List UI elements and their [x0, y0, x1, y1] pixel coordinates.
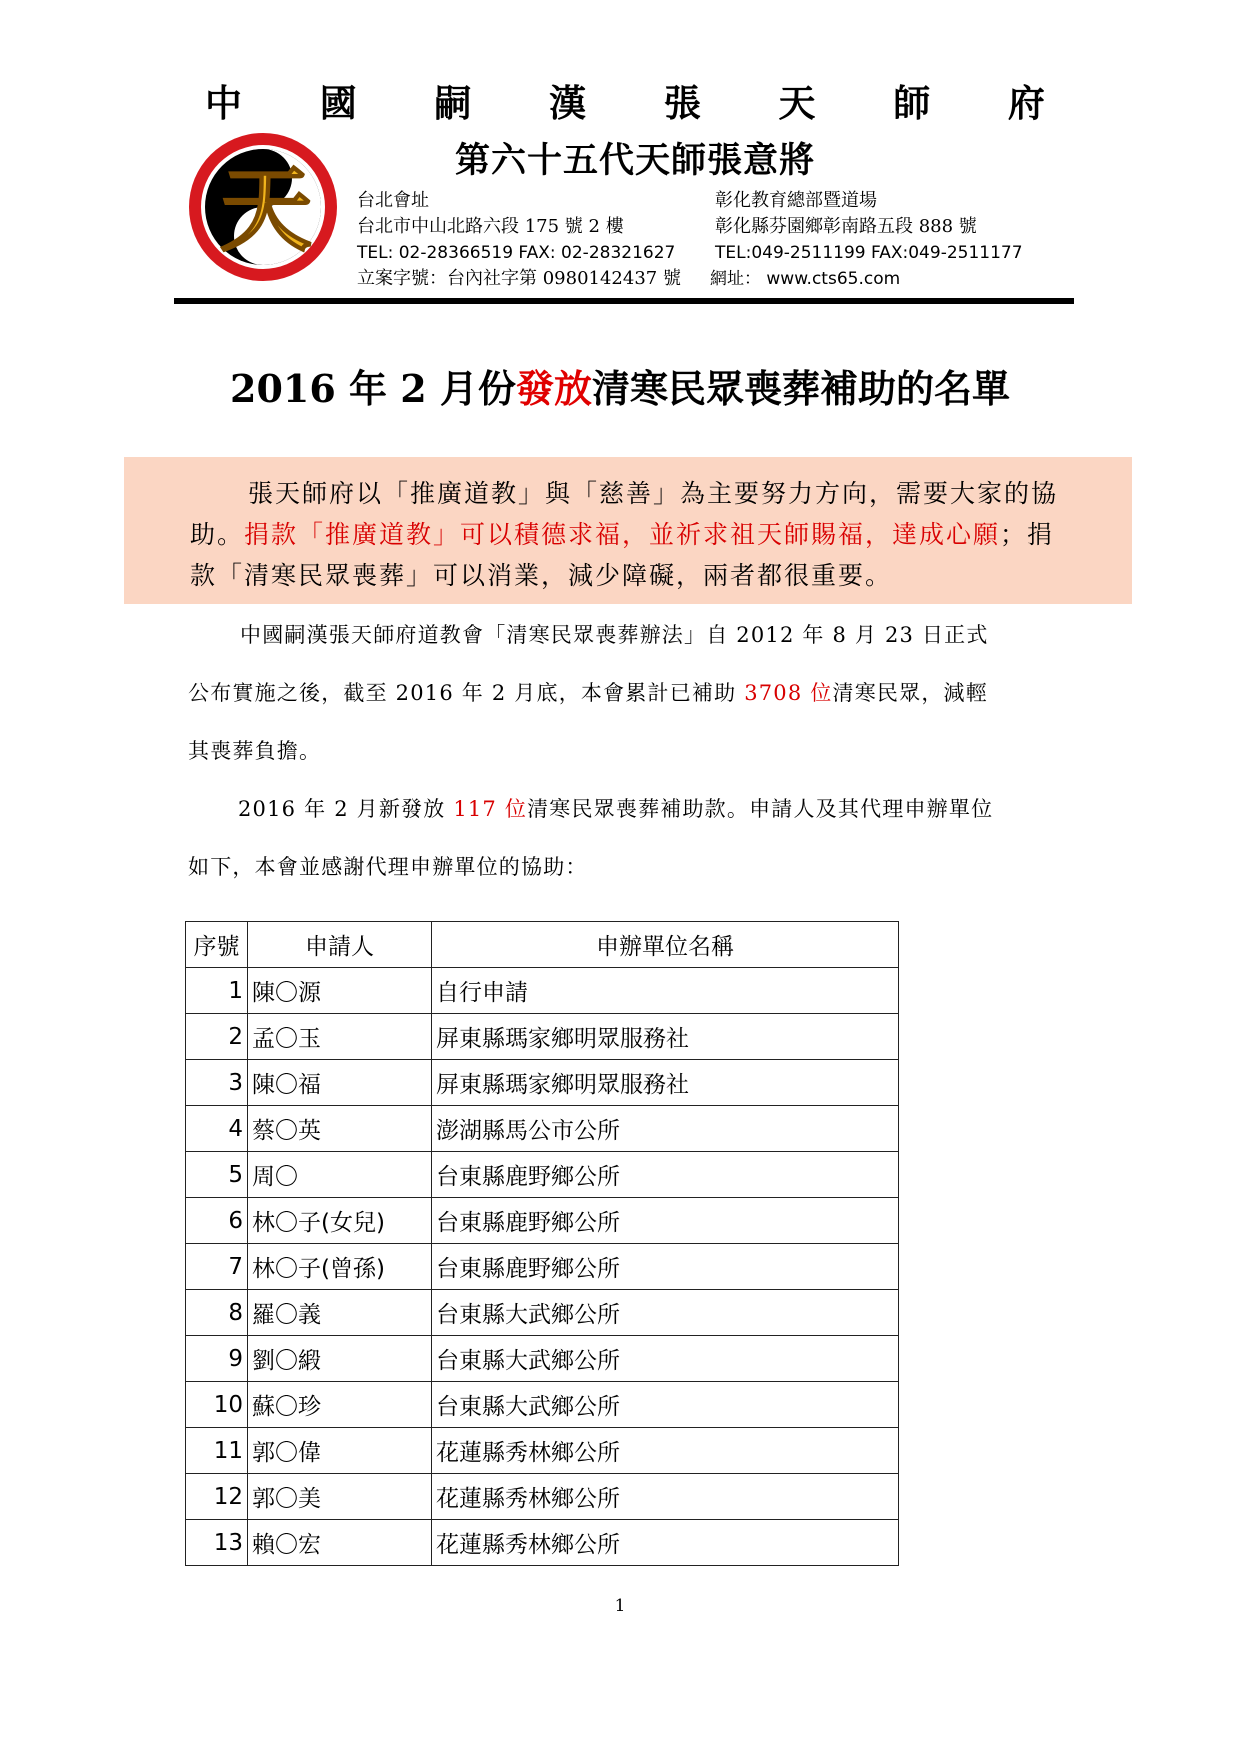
agency-name: 台東縣大武鄉公所 [432, 1290, 899, 1336]
applicant-name: 郭〇偉 [248, 1428, 432, 1474]
agency-name: 自行申請 [432, 968, 899, 1014]
agency-name: 屏東縣瑪家鄉明眾服務社 [432, 1014, 899, 1060]
table-row [186, 1382, 899, 1428]
summary-line-2a: 公布實施之後，截至 2016 年 2 月底，本會累計已補助 [188, 681, 745, 705]
table-row [186, 1336, 899, 1382]
agency-name: 台東縣鹿野鄉公所 [432, 1152, 899, 1198]
header-unit: 申辦單位名稱 [432, 922, 899, 968]
registration-number: 立案字號：台內社字第 0980142437 號 [357, 268, 681, 289]
summary-line-2c: 清寒民眾，減輕 [832, 681, 988, 705]
header-no: 序號 [186, 922, 248, 968]
taipei-tel-fax: TEL: 02-28366519 FAX: 02-28321627 [357, 243, 676, 263]
agency-name: 屏東縣瑪家鄉明眾服務社 [432, 1060, 899, 1106]
table-body [186, 968, 899, 1566]
applicant-name: 蔡〇英 [248, 1106, 432, 1152]
grants-line-2: 如下，本會並感謝代理申辦單位的協助： [188, 855, 588, 879]
agency-name: 台東縣鹿野鄉公所 [432, 1198, 899, 1244]
row-number: 1 [186, 968, 248, 1014]
agency-name: 台東縣大武鄉公所 [432, 1336, 899, 1382]
row-number: 4 [186, 1106, 248, 1152]
agency-name: 花蓮縣秀林鄉公所 [432, 1474, 899, 1520]
table-row [186, 1428, 899, 1474]
applicant-name: 劉〇緞 [248, 1336, 432, 1382]
row-number: 6 [186, 1198, 248, 1244]
table-row [186, 1152, 899, 1198]
table-row [186, 1198, 899, 1244]
org-name-char: 府 [1007, 82, 1045, 125]
summary-line-1: 中國嗣漢張天師府道教會「清寒民眾喪葬辦法」自 2012 年 8 月 23 日正式 [240, 623, 989, 647]
page-number: 1 [614, 1596, 626, 1616]
table-row [186, 1106, 899, 1152]
applicant-name: 賴〇宏 [248, 1520, 432, 1566]
table-row [186, 1474, 899, 1520]
title-part1: 2016 年 2 月份 [230, 366, 516, 411]
summary-line-2 [188, 677, 988, 707]
grants-line-1c: 清寒民眾喪葬補助款。申請人及其代理申辦單位 [527, 797, 994, 821]
applicant-name: 陳〇福 [248, 1060, 432, 1106]
org-name-char: 中 [205, 82, 242, 125]
applicant-name: 郭〇美 [248, 1474, 432, 1520]
title-highlight: 發放 [515, 366, 592, 411]
taipei-label: 台北會址 [357, 190, 429, 211]
recipient-table [185, 921, 899, 1566]
new-count: 117 位 [453, 797, 528, 821]
agency-name: 花蓮縣秀林鄉公所 [432, 1520, 899, 1566]
logo-char: 天 [219, 156, 313, 264]
cumulative-count: 3708 位 [744, 681, 833, 705]
taipei-address: 台北市中山北路六段 175 號 2 樓 [357, 216, 624, 237]
table-row [186, 1014, 899, 1060]
row-number: 2 [186, 1014, 248, 1060]
agency-name: 花蓮縣秀林鄉公所 [432, 1428, 899, 1474]
row-number: 12 [186, 1474, 248, 1520]
summary-line-3: 其喪葬負擔。 [188, 739, 322, 763]
table-row [186, 1244, 899, 1290]
applicant-name: 孟〇玉 [248, 1014, 432, 1060]
changhua-label: 彰化教育總部暨道場 [715, 190, 877, 211]
title-part2: 清寒民眾喪葬補助的名單 [591, 366, 1010, 411]
taiji-logo-icon [186, 130, 340, 284]
applicant-name: 林〇子(曾孫) [248, 1244, 432, 1290]
callout-sentence-1: 張天師府以「推廣道教」與「慈善」為主要努力方向，需要大家的協助。 [190, 479, 1059, 549]
table-row [186, 968, 899, 1014]
table-row [186, 1520, 899, 1566]
row-number: 10 [186, 1382, 248, 1428]
table-row [186, 1290, 899, 1336]
grants-line-1a: 2016 年 2 月新發放 [238, 797, 454, 821]
agency-name: 台東縣鹿野鄉公所 [432, 1244, 899, 1290]
row-number: 13 [186, 1520, 248, 1566]
donation-callout [124, 457, 1132, 604]
org-name-char: 漢 [549, 82, 587, 125]
org-name-char: 師 [893, 82, 931, 125]
agency-name: 台東縣大武鄉公所 [432, 1382, 899, 1428]
callout-text [190, 473, 1080, 596]
org-name-char: 天 [778, 82, 816, 125]
callout-sentence-3: ；捐款「清寒民眾喪葬」可以消業，減少障礙，兩者都很重要。 [190, 520, 1055, 590]
changhua-tel-fax: TEL:049-2511199 FAX:049-2511177 [715, 243, 1023, 263]
changhua-address: 彰化縣芬園鄉彰南路五段 888 號 [715, 216, 977, 237]
row-number: 9 [186, 1336, 248, 1382]
org-name-char: 張 [663, 82, 701, 125]
callout-sentence-2: 捐款「推廣道教」可以積德求福，並祈求祖天師賜福，達成心願 [244, 520, 1001, 549]
applicant-name: 羅〇義 [248, 1290, 432, 1336]
applicant-name: 周〇 [248, 1152, 432, 1198]
org-name-char: 嗣 [434, 82, 472, 125]
applicant-name: 陳〇源 [248, 968, 432, 1014]
subtitle: 第六十五代天師張意將 [455, 140, 816, 181]
org-name-char: 國 [319, 82, 357, 125]
table-header-row [186, 922, 899, 968]
agency-name: 澎湖縣馬公市公所 [432, 1106, 899, 1152]
row-number: 7 [186, 1244, 248, 1290]
row-number: 5 [186, 1152, 248, 1198]
grants-line-1 [238, 793, 993, 823]
org-name [205, 80, 1045, 128]
document-title [0, 364, 1240, 414]
header-rule [174, 298, 1074, 304]
row-number: 11 [186, 1428, 248, 1474]
header-applicant: 申請人 [248, 922, 432, 968]
applicant-name: 林〇子(女兒) [248, 1198, 432, 1244]
website: 網址： www.cts65.com [710, 269, 901, 289]
row-number: 3 [186, 1060, 248, 1106]
row-number: 8 [186, 1290, 248, 1336]
applicant-name: 蘇〇珍 [248, 1382, 432, 1428]
table-row [186, 1060, 899, 1106]
